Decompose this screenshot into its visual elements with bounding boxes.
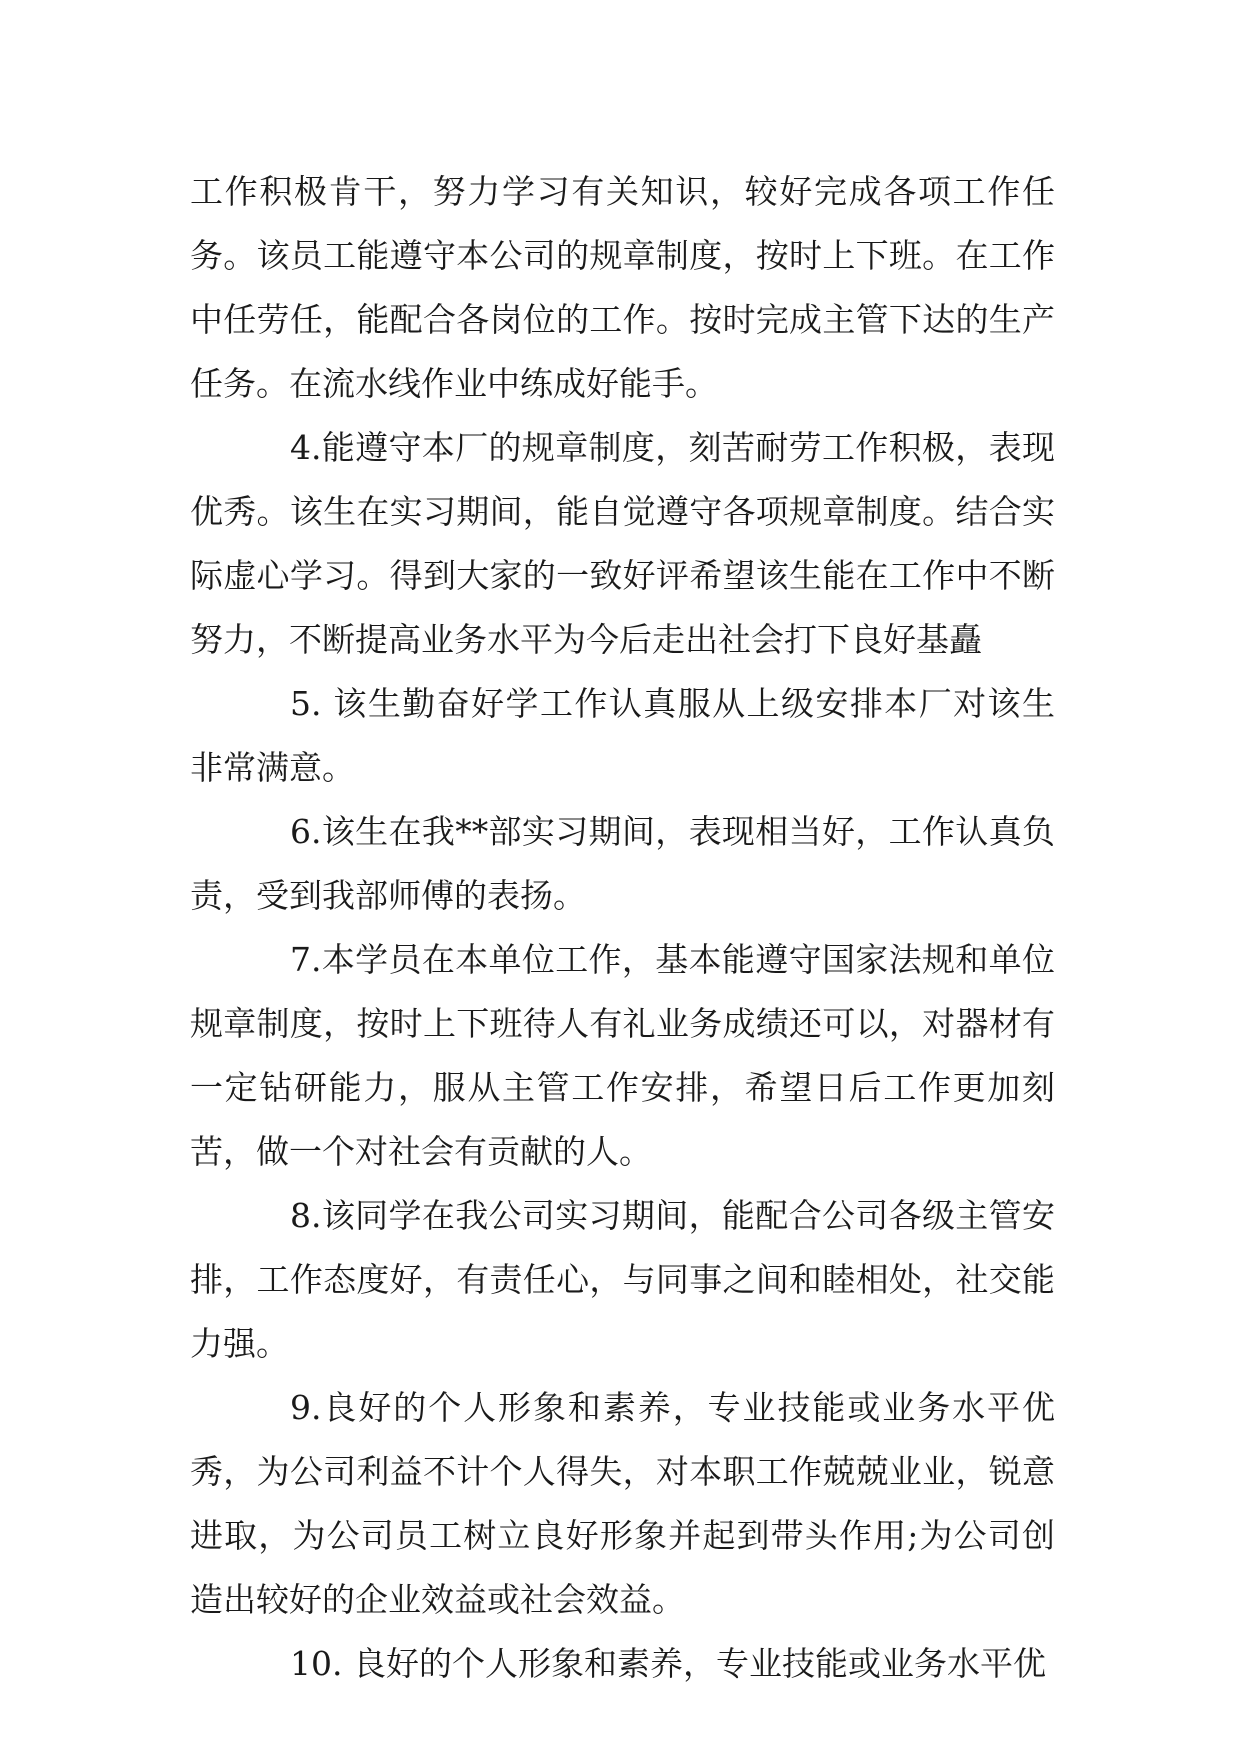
paragraph-1: 工作积极肯干，努力学习有关知识，较好完成各项工作任务。该员工能遵守本公司的规章制度，按时上下班。在工作中任劳任，能配合各岗位的工作。按时完成主管下达的生产任务。在流水线作业中练成好能手。 (190, 172, 1055, 403)
paragraph-item-10: 10. 良好的个人形象和素养，专业技能或业务水平优 (290, 1644, 1046, 1683)
paragraph-item-9: 9.良好的个人形象和素养，专业技能或业务水平优秀，为公司利益不计个人得失，对本职工作兢兢业业，锐意进取，为公司员工树立良好形象并起到带头作用;为公司创造出较好的企业效益或社会效益。 (190, 1388, 1055, 1619)
paragraph-item-6: 6.该生在我**部实习期间，表现相当好，工作认真负责，受到我部师傅的表扬。 (190, 812, 1055, 915)
document-page (190, 160, 1055, 1696)
paragraph-item-5: 5. 该生勤奋好学工作认真服从上级安排本厂对该生非常满意。 (190, 684, 1055, 787)
paragraph-item-8: 8.该同学在我公司实习期间，能配合公司各级主管安排，工作态度好，有责任心，与同事之间和睦相处，社交能力强。 (190, 1196, 1055, 1363)
paragraph-item-4: 4.能遵守本厂的规章制度，刻苦耐劳工作积极，表现优秀。该生在实习期间，能自觉遵守各项规章制度。结合实际虚心学习。得到大家的一致好评希望该生能在工作中不断努力，不断提高业务水平为今后走出社会打下良好基矗 (190, 428, 1055, 659)
paragraph-item-7: 7.本学员在本单位工作，基本能遵守国家法规和单位规章制度，按时上下班待人有礼业务成绩还可以，对器材有一定钻研能力，服从主管工作安排，希望日后工作更加刻苦，做一个对社会有贡献的人。 (190, 940, 1055, 1171)
